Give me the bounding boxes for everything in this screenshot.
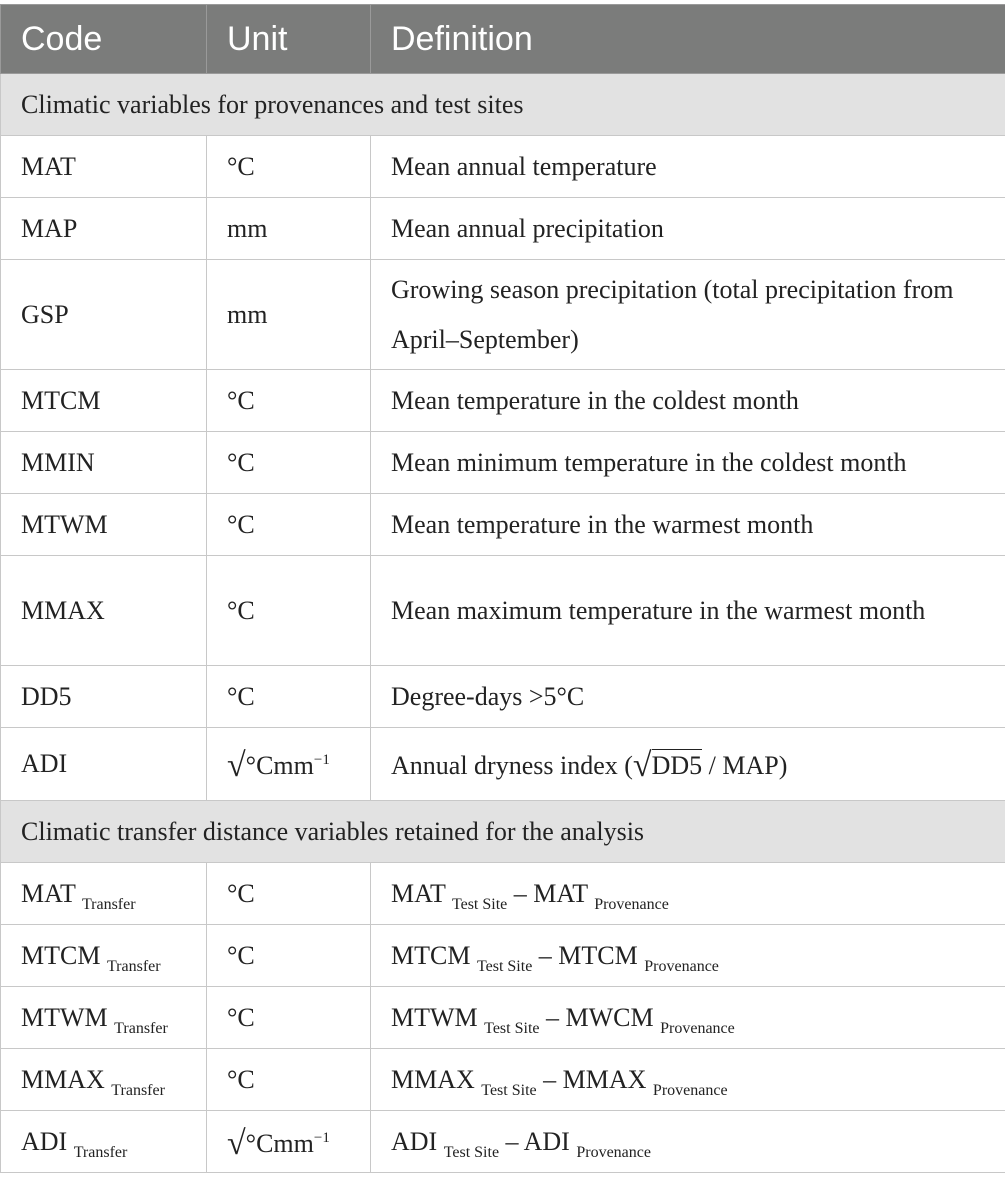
square-root-symbol: √ — [632, 747, 652, 784]
term-b-subscript: Provenance — [652, 1081, 728, 1099]
unit-cell: °C — [207, 666, 371, 728]
definition-cell: Mean temperature in the coldest month — [371, 370, 1005, 432]
header-unit: Unit — [207, 5, 371, 74]
code-cell — [1, 1111, 207, 1173]
unit-base: °Cmm — [245, 751, 314, 780]
minus-operator: – — [536, 1064, 563, 1094]
code-cell: MAP — [1, 198, 207, 260]
term-b-subscript: Provenance — [594, 895, 669, 913]
code-cell: MMIN — [1, 432, 207, 494]
code-main: ADI — [21, 1126, 68, 1156]
section-title: Climatic variables for provenances and test sites — [1, 74, 1005, 136]
code-cell: GSP — [1, 260, 207, 370]
definition-cell: Mean minimum temperature in the coldest month — [371, 432, 1005, 494]
unit-cell: mm — [207, 260, 371, 370]
term-a-subscript: Test Site — [484, 1019, 540, 1037]
code-subscript: Transfer — [73, 1143, 128, 1161]
unit-cell: °C — [207, 556, 371, 666]
definition-suffix: / MAP) — [702, 751, 788, 780]
term-a: MAT — [391, 878, 446, 908]
definition-cell: Growing season precipitation (total precipitation from April–September) — [371, 260, 1005, 370]
code-cell: MMAX — [1, 556, 207, 666]
table-row — [1, 260, 1005, 370]
table-row — [1, 432, 1005, 494]
definition-cell — [371, 1111, 1005, 1173]
definition-cell — [371, 728, 1005, 801]
definition-cell: Degree-days >5°C — [371, 666, 1005, 728]
unit-cell: °C — [207, 863, 371, 925]
section-row-transfer — [1, 801, 1005, 863]
code-subscript: Transfer — [106, 957, 161, 975]
term-a-subscript: Test Site — [443, 1143, 500, 1161]
code-subscript: Transfer — [111, 1081, 165, 1099]
term-b-subscript: Provenance — [576, 1143, 651, 1161]
term-b: MAT — [533, 878, 588, 908]
unit-cell: °C — [207, 1049, 371, 1111]
unit-cell: °C — [207, 136, 371, 198]
unit-cell: °C — [207, 987, 371, 1049]
definition-prefix: Annual dryness index ( — [391, 751, 633, 780]
table-row — [1, 987, 1005, 1049]
table-row — [1, 728, 1005, 801]
term-b: MTCM — [558, 940, 638, 970]
code-cell — [1, 987, 207, 1049]
unit-exponent: −1 — [313, 1129, 330, 1146]
unit-cell: °C — [207, 370, 371, 432]
definition-cell — [371, 1049, 1005, 1111]
definition-cell: Mean annual precipitation — [371, 198, 1005, 260]
term-a: MTWM — [391, 1002, 478, 1032]
term-a-subscript: Test Site — [451, 895, 508, 913]
unit-cell: mm — [207, 198, 371, 260]
table-row — [1, 556, 1005, 666]
code-cell: MTWM — [1, 494, 207, 556]
term-a-subscript: Test Site — [476, 957, 533, 975]
term-b-subscript: Provenance — [660, 1019, 735, 1037]
minus-operator: – — [539, 1002, 566, 1032]
header-row — [1, 5, 1005, 74]
code-cell — [1, 863, 207, 925]
term-a: MTCM — [391, 940, 471, 970]
code-cell: DD5 — [1, 666, 207, 728]
header-code: Code — [1, 5, 207, 74]
table-row — [1, 863, 1005, 925]
table-row — [1, 198, 1005, 260]
unit-cell: °C — [207, 925, 371, 987]
minus-operator: – — [532, 940, 559, 970]
code-cell: MAT — [1, 136, 207, 198]
table-row — [1, 666, 1005, 728]
square-root-symbol: √ — [227, 747, 246, 784]
code-cell: MTCM — [1, 370, 207, 432]
definition-cell — [371, 987, 1005, 1049]
term-a: ADI — [391, 1126, 438, 1156]
definition-cell — [371, 863, 1005, 925]
minus-operator: – — [499, 1126, 524, 1156]
code-subscript: Transfer — [81, 895, 136, 913]
table-row — [1, 925, 1005, 987]
unit-exponent: −1 — [313, 752, 330, 768]
term-a: MMAX — [391, 1064, 475, 1094]
table-row — [1, 494, 1005, 556]
unit-cell: °C — [207, 494, 371, 556]
unit-cell: °C — [207, 432, 371, 494]
square-root-symbol: √ — [227, 1124, 246, 1162]
header-definition: Definition — [371, 5, 1005, 74]
code-main: MTCM — [21, 940, 101, 970]
table-row — [1, 1111, 1005, 1173]
section-title: Climatic transfer distance variables retained for the analysis — [1, 801, 1005, 863]
unit-base: °Cmm — [245, 1128, 314, 1158]
section-row-climatic — [1, 74, 1005, 136]
code-cell: ADI — [1, 728, 207, 801]
term-b-subscript: Provenance — [644, 957, 719, 975]
table-row — [1, 136, 1005, 198]
code-subscript: Transfer — [114, 1019, 168, 1037]
definition-cell: Mean annual temperature — [371, 136, 1005, 198]
term-b: MMAX — [562, 1064, 647, 1094]
table-row — [1, 370, 1005, 432]
definition-cell: Mean temperature in the warmest month — [371, 494, 1005, 556]
definition-cell — [371, 925, 1005, 987]
climate-variables-table — [0, 4, 1005, 1173]
code-main: MAT — [21, 878, 76, 908]
radicand: DD5 — [651, 751, 703, 780]
code-main: MMAX — [21, 1064, 105, 1094]
minus-operator: – — [507, 878, 534, 908]
code-main: MTWM — [21, 1002, 108, 1032]
term-a-subscript: Test Site — [481, 1081, 537, 1099]
term-b: MWCM — [565, 1002, 654, 1032]
code-cell — [1, 925, 207, 987]
unit-cell — [207, 1111, 371, 1173]
table-row — [1, 1049, 1005, 1111]
definition-cell: Mean maximum temperature in the warmest month — [371, 556, 1005, 666]
code-cell — [1, 1049, 207, 1111]
unit-cell — [207, 728, 371, 801]
term-b: ADI — [523, 1126, 570, 1156]
